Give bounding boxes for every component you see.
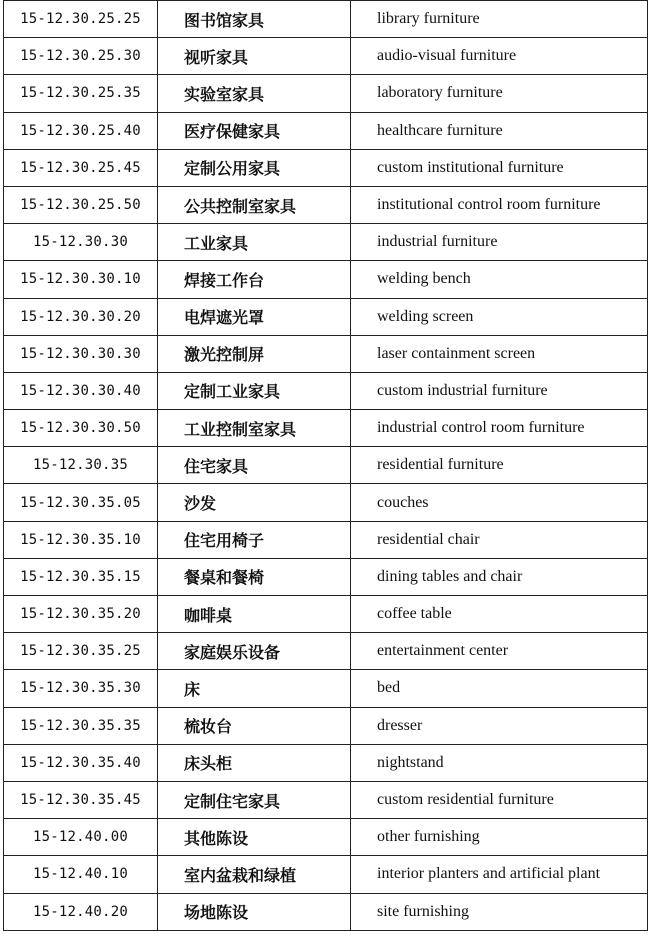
- code-cell: 15-12.30.35.40: [4, 744, 158, 781]
- table-row: [4, 298, 648, 335]
- chinese-name-cell: 沙发: [158, 484, 351, 521]
- code-cell: 15-12.30.25.45: [4, 149, 158, 186]
- table-row: [4, 224, 648, 261]
- code-cell: 15-12.30.35.35: [4, 707, 158, 744]
- code-cell: 15-12.30.25.50: [4, 186, 158, 223]
- code-cell: 15-12.30.25.25: [4, 1, 158, 38]
- table-row: [4, 596, 648, 633]
- table-row: [4, 670, 648, 707]
- table-row: [4, 781, 648, 818]
- english-name-cell: industrial furniture: [351, 224, 648, 261]
- chinese-name-cell: 床头柜: [158, 744, 351, 781]
- english-name-cell: laboratory furniture: [351, 75, 648, 112]
- english-name-cell: residential furniture: [351, 447, 648, 484]
- chinese-name-cell: 视听家具: [158, 38, 351, 75]
- table-row: [4, 893, 648, 930]
- table-row: [4, 856, 648, 893]
- code-cell: 15-12.30.25.35: [4, 75, 158, 112]
- chinese-name-cell: 工业家具: [158, 224, 351, 261]
- code-cell: 15-12.30.35.15: [4, 558, 158, 595]
- code-cell: 15-12.30.35.10: [4, 521, 158, 558]
- table-row: [4, 261, 648, 298]
- english-name-cell: custom residential furniture: [351, 781, 648, 818]
- table-row: [4, 521, 648, 558]
- english-name-cell: dresser: [351, 707, 648, 744]
- code-cell: 15-12.30.30.30: [4, 335, 158, 372]
- code-cell: 15-12.40.00: [4, 819, 158, 856]
- table-row: [4, 819, 648, 856]
- table-row: [4, 335, 648, 372]
- table-row: [4, 410, 648, 447]
- code-cell: 15-12.30.30.10: [4, 261, 158, 298]
- chinese-name-cell: 公共控制室家具: [158, 186, 351, 223]
- english-name-cell: healthcare furniture: [351, 112, 648, 149]
- chinese-name-cell: 图书馆家具: [158, 1, 351, 38]
- english-name-cell: library furniture: [351, 1, 648, 38]
- table-row: [4, 633, 648, 670]
- code-cell: 15-12.40.20: [4, 893, 158, 930]
- table-row: [4, 112, 648, 149]
- chinese-name-cell: 定制公用家具: [158, 149, 351, 186]
- english-name-cell: coffee table: [351, 596, 648, 633]
- chinese-name-cell: 实验室家具: [158, 75, 351, 112]
- chinese-name-cell: 医疗保健家具: [158, 112, 351, 149]
- code-cell: 15-12.30.25.40: [4, 112, 158, 149]
- english-name-cell: other furnishing: [351, 819, 648, 856]
- chinese-name-cell: 激光控制屏: [158, 335, 351, 372]
- english-name-cell: residential chair: [351, 521, 648, 558]
- chinese-name-cell: 其他陈设: [158, 819, 351, 856]
- code-cell: 15-12.30.30.40: [4, 372, 158, 409]
- chinese-name-cell: 住宅家具: [158, 447, 351, 484]
- chinese-name-cell: 住宅用椅子: [158, 521, 351, 558]
- table-row: [4, 744, 648, 781]
- english-name-cell: custom industrial furniture: [351, 372, 648, 409]
- table-row: [4, 149, 648, 186]
- code-cell: 15-12.30.25.30: [4, 38, 158, 75]
- chinese-name-cell: 场地陈设: [158, 893, 351, 930]
- chinese-name-cell: 定制住宅家具: [158, 781, 351, 818]
- classification-table: [3, 0, 648, 931]
- chinese-name-cell: 梳妆台: [158, 707, 351, 744]
- english-name-cell: audio-visual furniture: [351, 38, 648, 75]
- chinese-name-cell: 电焊遮光罩: [158, 298, 351, 335]
- table-row: [4, 707, 648, 744]
- code-cell: 15-12.30.30.20: [4, 298, 158, 335]
- code-cell: 15-12.40.10: [4, 856, 158, 893]
- english-name-cell: welding bench: [351, 261, 648, 298]
- chinese-name-cell: 焊接工作台: [158, 261, 351, 298]
- table-row: [4, 75, 648, 112]
- code-cell: 15-12.30.30: [4, 224, 158, 261]
- code-cell: 15-12.30.35.20: [4, 596, 158, 633]
- english-name-cell: dining tables and chair: [351, 558, 648, 595]
- code-cell: 15-12.30.35: [4, 447, 158, 484]
- table-row: [4, 38, 648, 75]
- chinese-name-cell: 工业控制室家具: [158, 410, 351, 447]
- english-name-cell: welding screen: [351, 298, 648, 335]
- table-row: [4, 1, 648, 38]
- english-name-cell: nightstand: [351, 744, 648, 781]
- english-name-cell: couches: [351, 484, 648, 521]
- code-cell: 15-12.30.35.25: [4, 633, 158, 670]
- chinese-name-cell: 餐桌和餐椅: [158, 558, 351, 595]
- table-row: [4, 372, 648, 409]
- table-body: [4, 1, 648, 931]
- table-row: [4, 484, 648, 521]
- code-cell: 15-12.30.30.50: [4, 410, 158, 447]
- english-name-cell: institutional control room furniture: [351, 186, 648, 223]
- chinese-name-cell: 咖啡桌: [158, 596, 351, 633]
- table-row: [4, 558, 648, 595]
- english-name-cell: interior planters and artificial plant: [351, 856, 648, 893]
- chinese-name-cell: 家庭娱乐设备: [158, 633, 351, 670]
- english-name-cell: industrial control room furniture: [351, 410, 648, 447]
- english-name-cell: bed: [351, 670, 648, 707]
- code-cell: 15-12.30.35.05: [4, 484, 158, 521]
- english-name-cell: entertainment center: [351, 633, 648, 670]
- english-name-cell: laser containment screen: [351, 335, 648, 372]
- table-row: [4, 447, 648, 484]
- english-name-cell: site furnishing: [351, 893, 648, 930]
- code-cell: 15-12.30.35.30: [4, 670, 158, 707]
- english-name-cell: custom institutional furniture: [351, 149, 648, 186]
- chinese-name-cell: 床: [158, 670, 351, 707]
- chinese-name-cell: 定制工业家具: [158, 372, 351, 409]
- chinese-name-cell: 室内盆栽和绿植: [158, 856, 351, 893]
- code-cell: 15-12.30.35.45: [4, 781, 158, 818]
- table-row: [4, 186, 648, 223]
